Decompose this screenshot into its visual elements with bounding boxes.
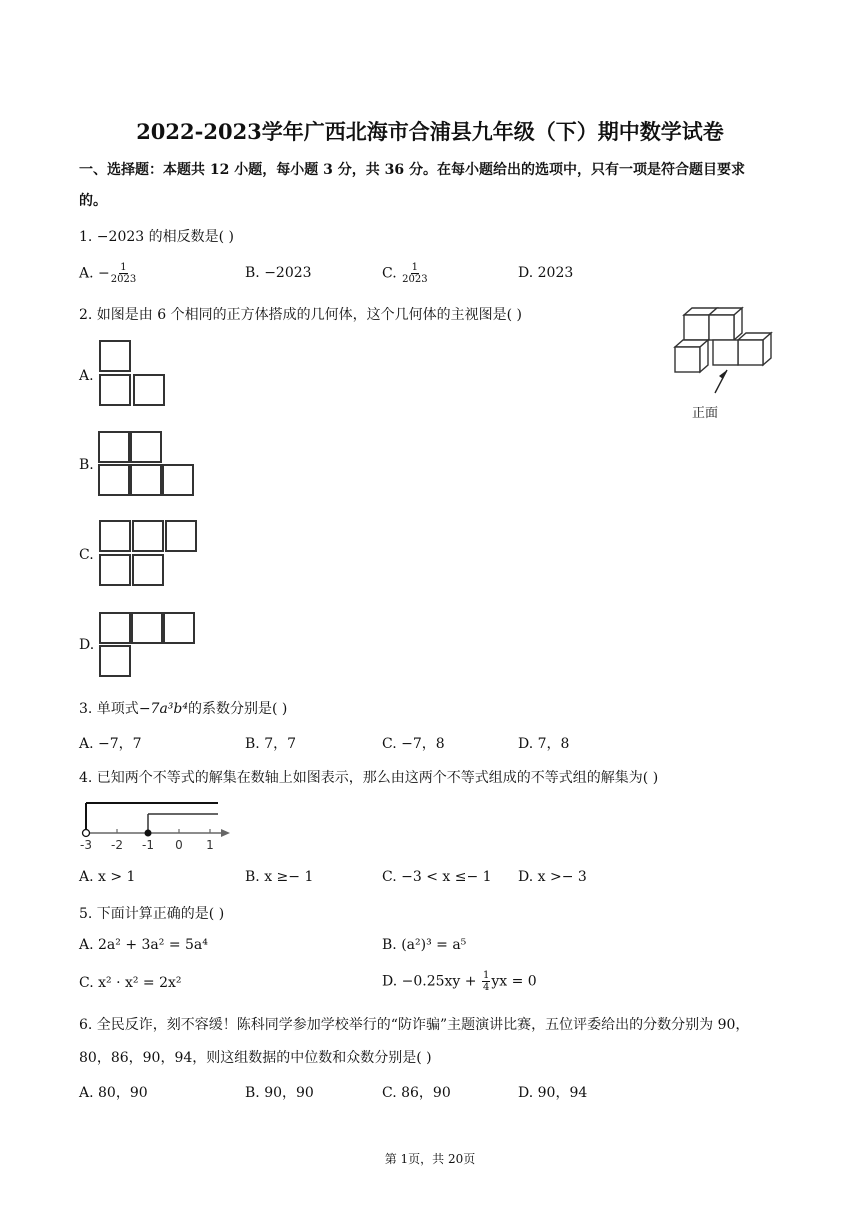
fraction-numerator: 1 — [411, 262, 419, 273]
q4-option-b: B. x ≥− 1 — [245, 869, 314, 885]
q5-option-d-fraction — [482, 970, 490, 993]
q6-option-c: C. 86，90 — [382, 1085, 451, 1101]
question-2-stem: 2. 如图是由 6 个相同的正方体搭成的几何体，这个几何体的主视图是( ) — [79, 307, 522, 323]
q6-option-a: A. 80，90 — [79, 1085, 148, 1101]
question-6-line2: 80，86，90，94，则这组数据的中位数和众数分别是( ) — [79, 1050, 432, 1066]
q4-option-a: A. x > 1 — [79, 869, 136, 885]
square — [99, 645, 131, 677]
fraction-denominator: 2023 — [110, 274, 137, 285]
square — [132, 520, 164, 552]
q6-option-b: B. 90，90 — [245, 1085, 314, 1101]
square — [132, 554, 164, 586]
q3-monomial: −7a³b⁴ — [138, 701, 188, 717]
q3-stem-suffix: 的系数分别是( ) — [187, 701, 288, 717]
q2-option-a-label: A. — [79, 368, 94, 384]
tick-label: 1 — [206, 838, 214, 852]
fraction-denominator: 2023 — [402, 274, 428, 285]
square — [130, 431, 162, 463]
q1-option-a — [79, 262, 137, 285]
q5-option-d-suffix: yx = 0 — [491, 973, 537, 990]
q4-option-c: C. −3 < x ≤− 1 — [382, 869, 492, 885]
square — [165, 520, 197, 552]
q1-option-b: B. −2023 — [245, 265, 312, 281]
square — [99, 374, 131, 406]
q3-option-c: C. −7，8 — [382, 736, 445, 752]
tick-label: -1 — [142, 838, 154, 852]
square — [99, 612, 131, 644]
q1-option-c-label: C. — [382, 265, 402, 282]
question-6-line1: 6. 全民反诈，刻不容缓！陈科同学参加学校举行的“防诈骗”主题演讲比赛，五位评委给出的分数分别为 90， — [79, 1017, 750, 1033]
square — [99, 520, 131, 552]
section-heading-line1: 一、选择题：本题共 12 小题，每小题 3 分，共 36 分。在每小题给出的选项中，只有一项是符合题目要求 — [79, 162, 745, 178]
tick-label: -3 — [80, 838, 92, 852]
q5-option-b: B. (a²)³ = a⁵ — [382, 937, 467, 953]
q1-option-c — [382, 262, 429, 285]
q2-option-c-label: C. — [79, 547, 94, 563]
question-4-stem: 4. 已知两个不等式的解集在数轴上如图表示，那么由这两个不等式组成的不等式组的解集为( ) — [79, 770, 659, 786]
square — [131, 612, 163, 644]
square — [163, 612, 195, 644]
square — [99, 340, 131, 372]
q4-option-d: D. x >− 3 — [518, 869, 587, 885]
page-title: 2022-2023学年广西北海市合浦县九年级（下）期中数学试卷 — [136, 119, 724, 144]
square — [133, 374, 165, 406]
front-label: 正面 — [692, 406, 719, 421]
q2-option-d-label: D. — [79, 637, 95, 653]
fraction-numerator: 1 — [482, 970, 490, 981]
question-5-stem: 5. 下面计算正确的是( ) — [79, 906, 225, 922]
q3-option-b: B. 7，7 — [245, 736, 297, 752]
q2-option-c-figure — [99, 520, 199, 590]
tick-label: -2 — [111, 838, 123, 852]
q2-option-b-figure — [98, 431, 198, 501]
square — [162, 464, 194, 496]
q2-option-b-label: B. — [79, 457, 94, 473]
q5-option-a: A. 2a² + 3a² = 5a⁴ — [79, 937, 208, 953]
square — [98, 464, 130, 496]
square — [98, 431, 130, 463]
section-heading-line2: 的。 — [79, 193, 107, 209]
q3-option-d: D. 7，8 — [518, 736, 570, 752]
q2-option-d-figure — [99, 612, 199, 682]
q6-option-d: D. 90，94 — [518, 1085, 588, 1101]
question-3-stem — [79, 698, 287, 718]
question-1-stem: 1. −2023 的相反数是( ) — [79, 229, 234, 245]
q1-option-c-fraction — [402, 262, 427, 285]
q3-option-a: A. −7，7 — [79, 736, 142, 752]
q2-option-a-figure — [99, 340, 169, 410]
square — [130, 464, 162, 496]
q1-option-d: D. 2023 — [518, 265, 574, 281]
q1-option-a-label: A. − — [79, 265, 110, 282]
page-footer: 第 1页，共 20页 — [384, 1152, 476, 1166]
cube-stack-figure — [670, 305, 785, 425]
q5-option-c: C. x² · x² = 2x² — [79, 975, 182, 991]
square — [99, 554, 131, 586]
q5-option-d-prefix: D. −0.25xy + — [382, 973, 481, 990]
fraction-denominator: 4 — [482, 982, 490, 993]
fraction-numerator: 1 — [120, 262, 127, 273]
number-line-figure — [76, 797, 236, 853]
q5-option-d — [382, 970, 537, 993]
q3-stem-prefix: 3. 单项式 — [79, 701, 139, 717]
tick-label: 0 — [175, 838, 183, 852]
q1-option-a-fraction — [111, 262, 136, 285]
